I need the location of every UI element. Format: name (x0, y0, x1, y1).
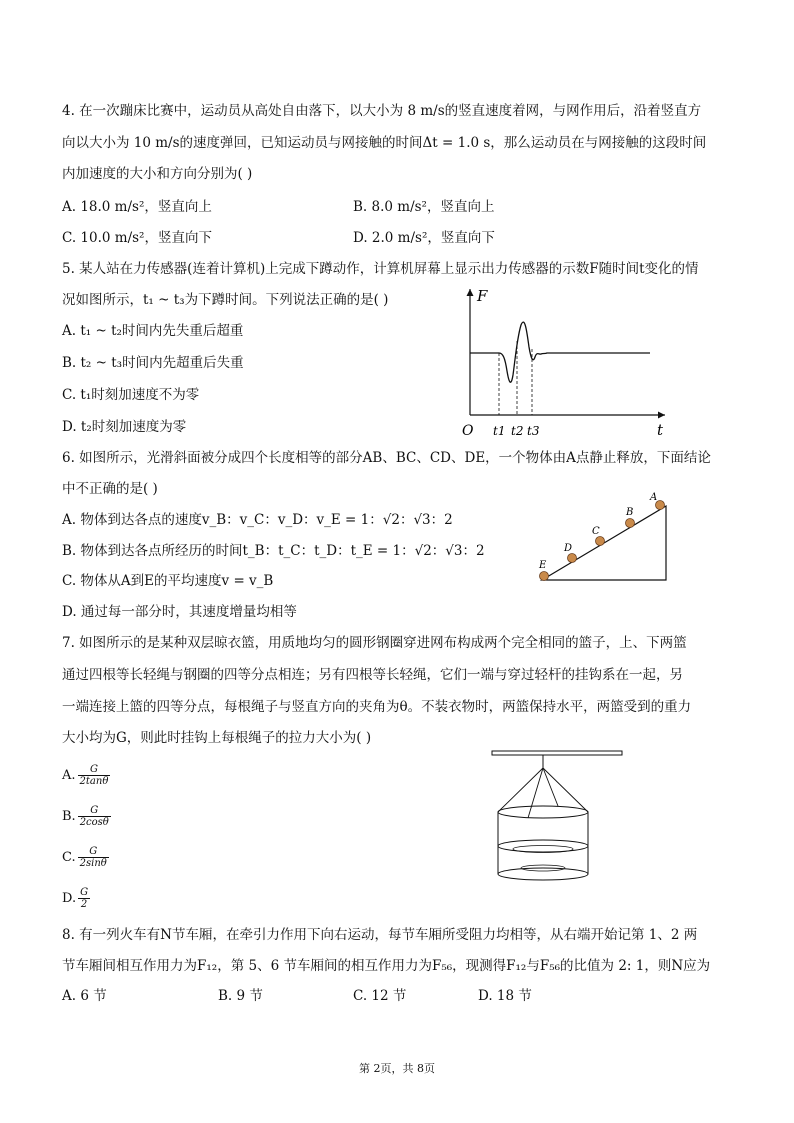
ball-b (626, 519, 635, 528)
q8-option-b: B. 9 节 (218, 988, 263, 1004)
q5-stem-line1: 5. 某人站在力传感器(连着计算机)上完成下蹲动作，计算机屏幕上显示出力传感器的示数F随时间t变化的情 (62, 261, 699, 277)
upper-rope-2 (543, 768, 588, 812)
q7-option-b-denominator: 2cosθ (79, 817, 109, 828)
ball-c (596, 537, 605, 546)
q7-option-c-numerator: G (78, 846, 109, 858)
q7-option-b-prefix: B. (62, 809, 76, 824)
x-axis-label: t (657, 421, 664, 439)
t3-label: t3 (527, 424, 540, 438)
q6-incline-diagram (530, 488, 680, 588)
page-footer: 第 2页，共 8页 (359, 1062, 435, 1075)
q7-stem-line3: 一端连接上篮的四等分点，每根绳子与竖直方向的夹角为θ。不装衣物时，两篮保持水平，两篮受到的重力 (62, 699, 692, 715)
q6-stem-line1: 6. 如图所示，光滑斜面被分成四个长度相等的部分AB、BC、CD、DE，一个物体由A点静止释放，下面结论 (62, 450, 711, 466)
q6-option-b: B. 物体到达各点所经历的时间t_B：t_C：t_D：t_E = 1：√2：√3：2 (62, 543, 485, 559)
q5-stem-line2: 况如图所示，t₁ ~ t₃为下蹲时间。下列说法正确的是( ) (62, 292, 389, 308)
t1-label: t1 (493, 424, 506, 438)
force-curve (470, 322, 650, 382)
q7-option-d-prefix: D. (62, 891, 77, 906)
q6-option-a: A. 物体到达各点的速度v_B：v_C：v_D：v_E = 1：√2：√3：2 (62, 512, 453, 528)
q7-stem-line1: 7. 如图所示的是某种双层晾衣篮，用质地均匀的圆形钢圈穿进网布构成两个完全相同的篮子，上、下两篮 (62, 635, 687, 651)
q8-stem-line1: 8. 有一列火车有N节车厢，在牵引力作用下向右运动，每节车厢所受阻力均相等，从右端开始记第 1、2 两 (62, 927, 698, 943)
ball-e (540, 572, 549, 581)
q4-option-c: C. 10.0 m/s²，竖直向下 (62, 230, 212, 246)
q8-option-a: A. 6 节 (62, 988, 107, 1004)
q5-option-c: C. t₁时刻加速度不为零 (62, 387, 200, 403)
q8-stem-line2: 节车厢间相互作用力为F₁₂，第 5、6 节车厢间的相互作用力为F₅₆，现测得F₁₂与F₅₆的比值为 2: 1，则N应为 (62, 958, 711, 974)
q5-option-a: A. t₁ ~ t₂时间内先失重后超重 (62, 323, 244, 339)
q4-stem-line1: 4. 在一次蹦床比赛中，运动员从高处自由落下，以大小为 8 m/s的竖直速度着网，与网作用后，沿着竖直方 (62, 103, 702, 119)
q4-option-a: A. 18.0 m/s²，竖直向上 (62, 199, 212, 215)
t2-label: t2 (511, 424, 524, 438)
q7-option-a (62, 764, 110, 787)
label-b: B (626, 507, 634, 518)
q7-option-c-prefix: C. (62, 850, 76, 865)
q7-option-d-numerator: G (80, 887, 89, 898)
q6-option-d: D. 通过每一部分时，其速度增量均相等 (62, 604, 297, 620)
label-a: A (650, 492, 658, 503)
q4-option-b: B. 8.0 m/s²，竖直向上 (353, 199, 495, 215)
q7-option-a-prefix: A. (62, 768, 76, 783)
q6-option-c: C. 物体从A到E的平均速度v = v_B (62, 573, 274, 589)
q7-option-c-denominator: 2sinθ (79, 858, 107, 869)
q7-option-d-denominator: 2 (80, 899, 88, 910)
q4-stem-line3: 内加速度的大小和方向分别为( ) (62, 166, 253, 182)
q7-option-b-numerator: G (78, 805, 111, 817)
q4-option-d: D. 2.0 m/s²，竖直向下 (353, 230, 495, 246)
label-e: E (539, 560, 547, 571)
q8-option-d: D. 18 节 (478, 988, 532, 1004)
upper-ring (498, 806, 588, 818)
q7-stem-line4: 大小均为G，则此时挂钩上每根绳子的拉力大小为( ) (62, 730, 372, 746)
q7-option-a-numerator: G (78, 764, 111, 776)
upper-rope-4 (543, 768, 558, 806)
q7-option-b (62, 805, 111, 828)
q6-stem-line2: 中不正确的是( ) (62, 481, 158, 497)
y-axis-label: F (477, 287, 488, 305)
q7-stem-line2: 通过四根等长轻绳与钢圈的四等分点相连；另有四根等长轻绳，它们一端与穿过轻杆的挂钩系在一起，另 (62, 667, 683, 683)
q5-option-b: B. t₂ ~ t₃时间内先超重后失重 (62, 355, 244, 371)
q5-force-time-graph (455, 283, 675, 443)
label-c: C (592, 526, 600, 537)
middle-ring (498, 840, 588, 852)
hanging-rod (492, 751, 622, 755)
lower-ring (498, 868, 588, 880)
ball-d (568, 554, 577, 563)
q8-option-c: C. 12 节 (353, 988, 407, 1004)
q7-option-d (62, 887, 90, 910)
origin-label: O (462, 423, 474, 439)
q7-option-c (62, 846, 109, 869)
q7-option-a-denominator: 2tanθ (79, 776, 109, 787)
q7-basket-diagram (488, 748, 628, 888)
q5-option-d: D. t₂时刻加速度为零 (62, 419, 187, 435)
label-d: D (564, 543, 573, 554)
q4-stem-line2: 向以大小为 10 m/s的速度弹回，已知运动员与网接触的时间Δt = 1.0 s，那么运动员在与网接触的这段时间 (62, 135, 707, 151)
middle-inner (513, 846, 573, 853)
